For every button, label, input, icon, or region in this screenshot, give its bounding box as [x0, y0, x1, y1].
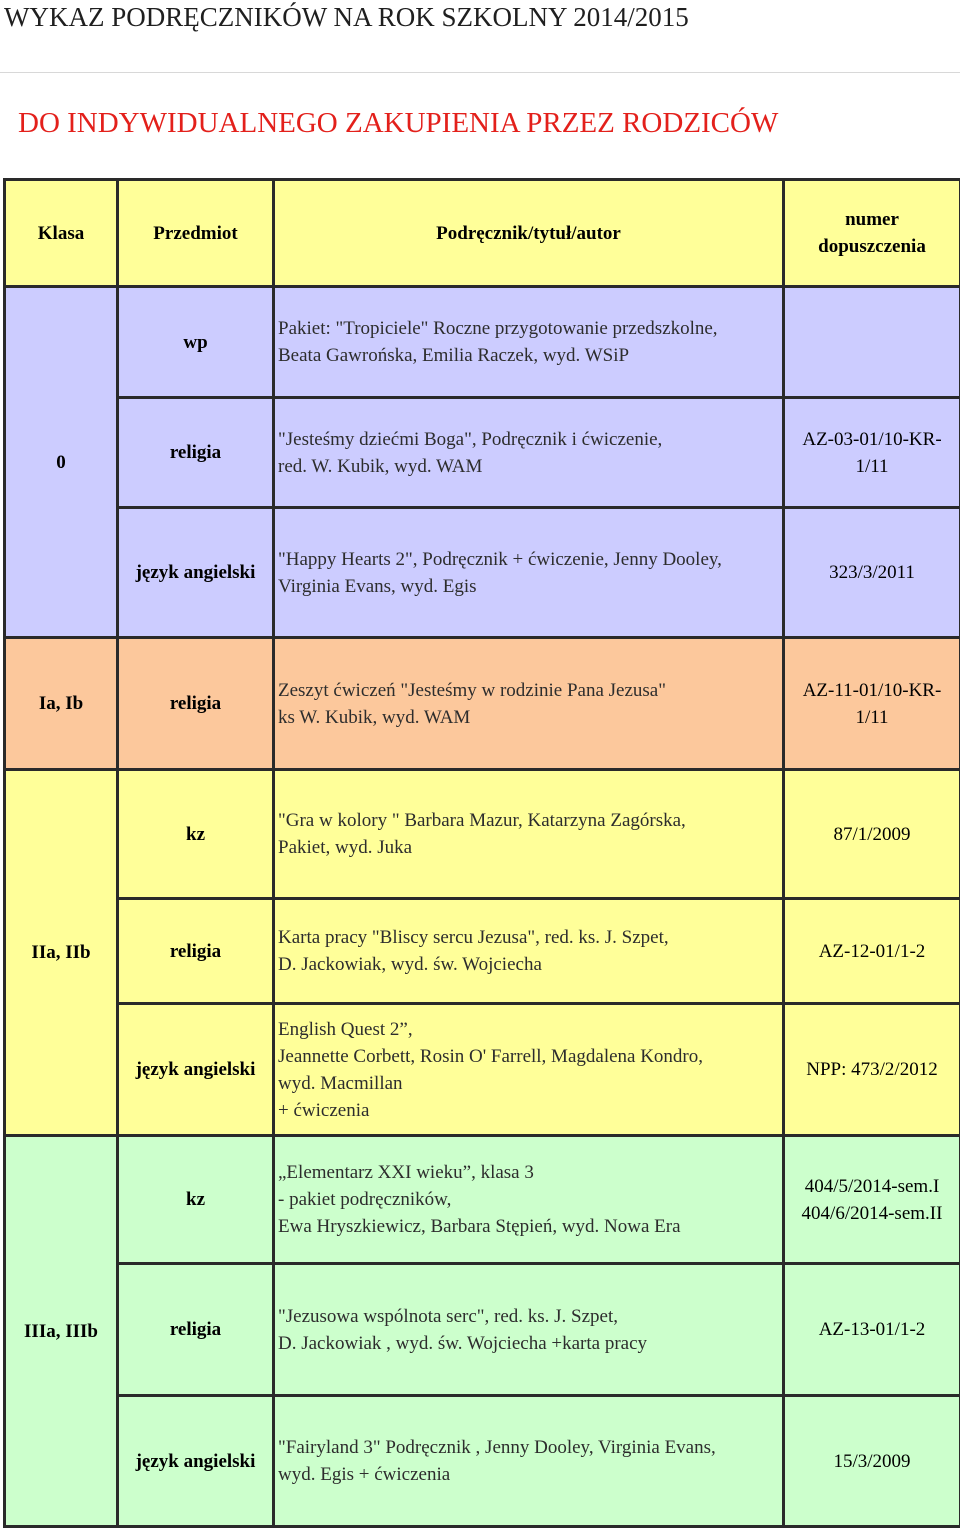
cell-line: Jeannette Corbett, Rosin O' Farrell, Magdalena Kondro, — [278, 1043, 782, 1070]
cell-przedmiot: kz — [118, 1136, 274, 1264]
cell-line: „Elementarz XXI wieku”, klasa 3 — [278, 1159, 782, 1186]
cell-numer — [784, 287, 960, 398]
table-row — [5, 899, 960, 1004]
cell-przedmiot: religia — [118, 1264, 274, 1396]
cell-przedmiot: religia — [118, 638, 274, 770]
table-row — [5, 1396, 960, 1527]
cell-numer: NPP: 473/2/2012 — [784, 1004, 960, 1136]
cell-numer-line: AZ-03-01/10-KR- — [785, 426, 959, 453]
cell-line: wyd. Egis + ćwiczenia — [278, 1461, 782, 1488]
divider — [0, 72, 960, 73]
table-row — [5, 1264, 960, 1396]
table-row — [5, 770, 960, 899]
table-header-row — [5, 180, 960, 287]
table-row — [5, 287, 960, 398]
table-row — [5, 1004, 960, 1136]
page-title: WYKAZ PODRĘCZNIKÓW NA ROK SZKOLNY 2014/2015 — [4, 2, 689, 33]
cell-line: "Jezusowa wspólnota serc", red. ks. J. Szpet, — [278, 1303, 782, 1330]
cell-podrecznik — [274, 638, 784, 770]
cell-podrecznik — [274, 1264, 784, 1396]
cell-line: wyd. Macmillan — [278, 1070, 782, 1097]
cell-podrecznik — [274, 899, 784, 1004]
cell-przedmiot: religia — [118, 899, 274, 1004]
cell-numer-line: 404/6/2014-sem.II — [785, 1200, 959, 1227]
cell-line: Pakiet: "Tropiciele" Roczne przygotowanie przedszkolne, — [278, 315, 782, 342]
cell-line: "Happy Hearts 2", Podręcznik + ćwiczenie, Jenny Dooley, — [278, 546, 782, 573]
cell-line: D. Jackowiak, wyd. św. Wojciecha — [278, 951, 782, 978]
cell-podrecznik — [274, 287, 784, 398]
cell-line: English Quest 2”, — [278, 1016, 782, 1043]
cell-numer: 323/3/2011 — [784, 508, 960, 638]
cell-klasa: 0 — [5, 287, 118, 638]
cell-line: Karta pracy "Bliscy sercu Jezusa", red. ks. J. Szpet, — [278, 924, 782, 951]
cell-przedmiot: kz — [118, 770, 274, 899]
header-przedmiot: Przedmiot — [118, 180, 274, 287]
cell-line: red. W. Kubik, wyd. WAM — [278, 453, 782, 480]
table-row — [5, 1136, 960, 1264]
header-numer — [784, 180, 960, 287]
cell-numer-line: 404/5/2014-sem.I — [785, 1173, 959, 1200]
cell-numer-line: 1/11 — [785, 453, 959, 480]
cell-klasa: Ia, Ib — [5, 638, 118, 770]
cell-numer: AZ-12-01/1-2 — [784, 899, 960, 1004]
cell-podrecznik — [274, 770, 784, 899]
cell-numer — [784, 1136, 960, 1264]
cell-line: Beata Gawrońska, Emilia Raczek, wyd. WSiP — [278, 342, 782, 369]
table-row — [5, 398, 960, 508]
cell-numer: 15/3/2009 — [784, 1396, 960, 1527]
cell-line: "Jesteśmy dziećmi Boga", Podręcznik i ćwiczenie, — [278, 426, 782, 453]
cell-podrecznik — [274, 1004, 784, 1136]
cell-przedmiot: język angielski — [118, 1396, 274, 1527]
cell-line: Zeszyt ćwiczeń "Jesteśmy w rodzinie Pana Jezusa" — [278, 677, 782, 704]
cell-przedmiot: religia — [118, 398, 274, 508]
cell-przedmiot: wp — [118, 287, 274, 398]
cell-podrecznik — [274, 1396, 784, 1527]
header-klasa: Klasa — [5, 180, 118, 287]
cell-line: "Fairyland 3" Podręcznik , Jenny Dooley, Virginia Evans, — [278, 1434, 782, 1461]
cell-line: "Gra w kolory " Barbara Mazur, Katarzyna Zagórska, — [278, 807, 782, 834]
cell-line: + ćwiczenia — [278, 1097, 782, 1124]
cell-line: D. Jackowiak , wyd. św. Wojciecha +karta pracy — [278, 1330, 782, 1357]
cell-line: Ewa Hryszkiewicz, Barbara Stępień, wyd. Nowa Era — [278, 1213, 782, 1240]
cell-numer — [784, 398, 960, 508]
cell-numer: AZ-13-01/1-2 — [784, 1264, 960, 1396]
cell-line: Pakiet, wyd. Juka — [278, 834, 782, 861]
header-podrecznik: Podręcznik/tytuł/autor — [274, 180, 784, 287]
cell-numer: 87/1/2009 — [784, 770, 960, 899]
header-numer-line: numer — [785, 206, 959, 233]
cell-line: Virginia Evans, wyd. Egis — [278, 573, 782, 600]
cell-klasa: IIa, IIb — [5, 770, 118, 1136]
page-subtitle: DO INDYWIDUALNEGO ZAKUPIENIA PRZEZ RODZICÓW — [18, 107, 778, 140]
table-row — [5, 638, 960, 770]
cell-podrecznik — [274, 1136, 784, 1264]
header-numer-line: dopuszczenia — [785, 233, 959, 260]
cell-numer-line: 1/11 — [785, 704, 959, 731]
cell-numer-line: AZ-11-01/10-KR- — [785, 677, 959, 704]
cell-podrecznik — [274, 508, 784, 638]
cell-klasa: IIIa, IIIb — [5, 1136, 118, 1527]
cell-przedmiot: język angielski — [118, 1004, 274, 1136]
textbook-table — [3, 178, 960, 1528]
cell-line: - pakiet podręczników, — [278, 1186, 782, 1213]
cell-numer — [784, 638, 960, 770]
cell-przedmiot: język angielski — [118, 508, 274, 638]
cell-podrecznik — [274, 398, 784, 508]
table-row — [5, 508, 960, 638]
cell-line: ks W. Kubik, wyd. WAM — [278, 704, 782, 731]
